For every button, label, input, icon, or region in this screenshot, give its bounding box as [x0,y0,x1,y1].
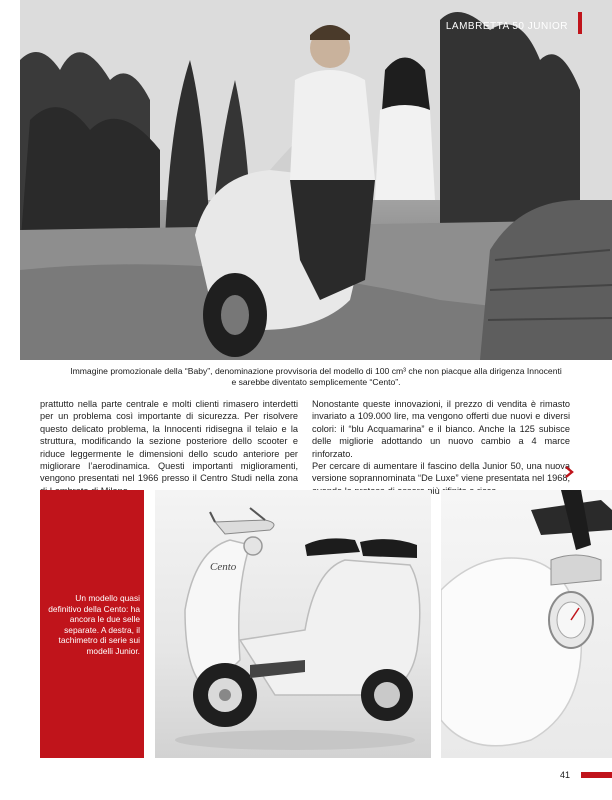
text-column-right [312,398,570,497]
page-accent-bar [581,772,612,778]
continue-arrow-icon [564,466,574,478]
hero-photo-illustration [20,0,612,360]
caption-line-1: Immagine promozionale della “Baby”, denominazione provvisoria del modello di 100 cm³ che non piacque alla dirigenza Innocenti [70,366,562,376]
hero-photo [20,0,612,360]
page-number: 41 [560,770,571,780]
caption-line-2: e sarebbe diventato semplicemente “Cento”. [231,377,401,387]
section-title: LAMBRETTA 50 JUNIOR [445,21,568,32]
right-column-paragraph-2: Per cercare di aumentare il fascino della Junior 50, una nuova versione soprannominata “De Luxe” viene presentata nel 1968, più [312,461,570,496]
scooter-photo [155,490,431,758]
hero-photo-caption [20,366,612,388]
right-column-paragraph-1: Nonostante queste innovazioni, il prezzo di vendita è rimasto invariato a 109.000 lire, ma vengono offerti due nuovi e diversi colori: il “blu Acquamarina” e il bianco. Anche la 125 subisce delle migliorie adottando un nuovo cambio a 4 marce rinforzato. [312,399,570,459]
text-column-left [40,398,298,497]
section-accent-bar [578,12,582,34]
speedometer-photo [441,490,612,758]
scooter-badge: Cento [210,561,237,573]
speedometer-photo-illustration [441,490,612,758]
left-column-paragraph: prattutto nella parte centrale e molti clienti rimasero interdetti per un problema così importante di sicurezza. Per risolvere questo delicato problema, la Innocenti ridisegna il telaio e la struttura, modificando la sezione posteriore dello scooter e riduce leggermente le dimensioni dello scudo anteriore per migliorare l’aerodinamica. Questi importanti miglioramenti, vengono presentati nel 1966 presso il Centro Studi nella zona [40,399,298,484]
scooter-photo-illustration [155,490,431,758]
side-caption: Un modello quasi definitivo della Cento: ha ancora le due selle separate. A destra, il tachimetro di serie sui modelli Junior. [48,593,140,656]
